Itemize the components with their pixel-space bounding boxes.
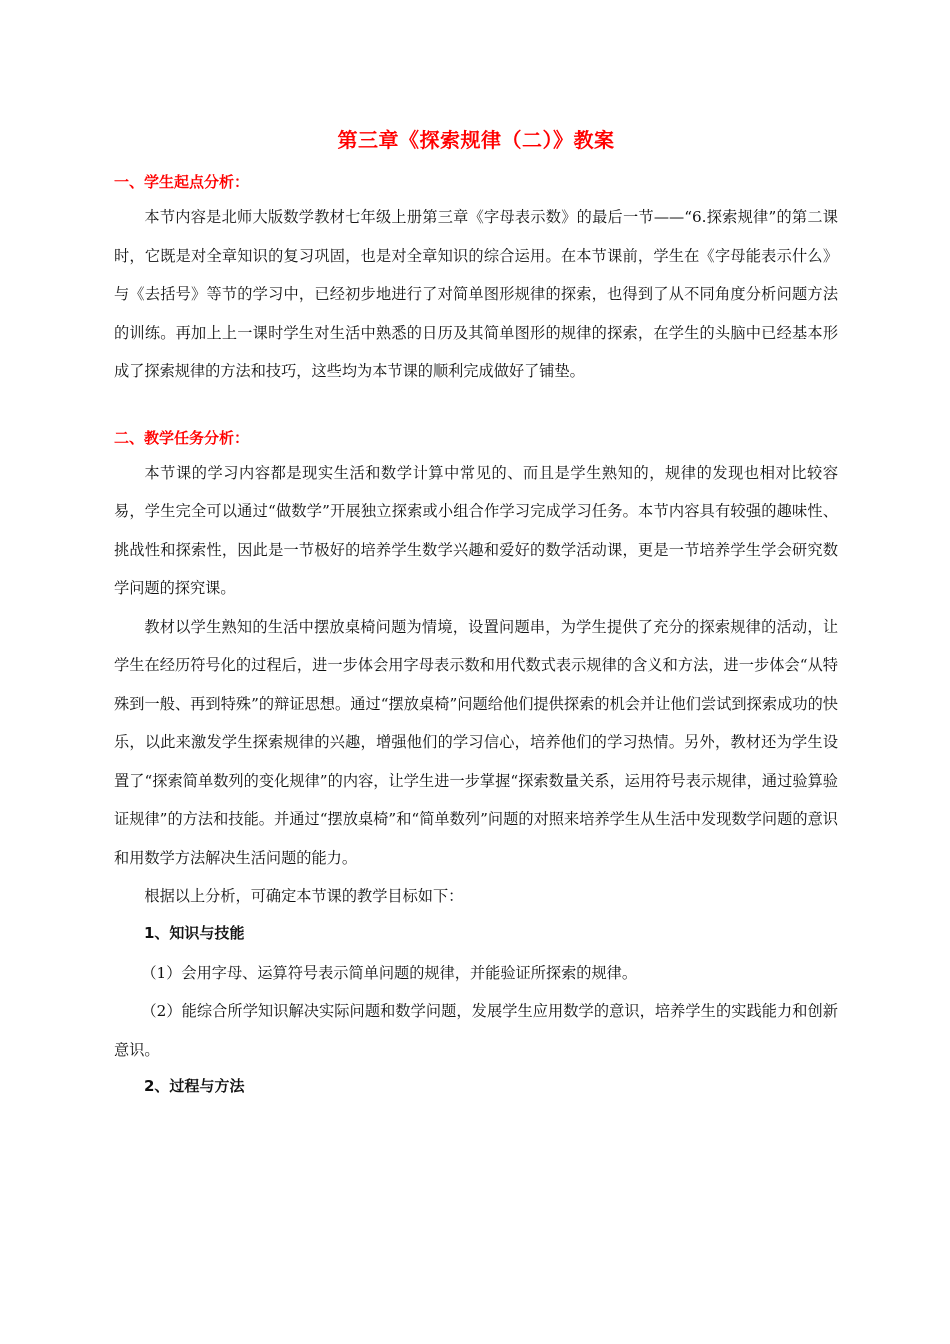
paragraph-task-analysis-1: 本节课的学习内容都是现实生活和数学计算中常见的、而且是学生熟知的，规律的发现也相对比较容易，学生完全可以通过“做数学”开展独立探索或小组合作学习完成学习任务。本节内容具有较强的趣味性、挑战性和探索性，因此是一节极好的培养学生数学兴趣和爱好的数学活动课，更是一节培养学生学会研究数学问题的探究课。 <box>114 463 838 597</box>
goal-item-1: （1）会用字母、运算符号表示简单问题的规律，并能验证所探索的规律。 <box>141 963 638 982</box>
subheading-process-method: 2、过程与方法 <box>144 1077 245 1095</box>
paragraph-task-analysis-3: 根据以上分析，可确定本节课的教学目标如下： <box>144 887 464 905</box>
section-heading-student-analysis: 一、学生起点分析： <box>114 173 250 191</box>
section-spacer <box>114 391 838 427</box>
document-title: 第三章《探索规律（二）》教案 <box>337 128 615 152</box>
paragraph-task-analysis-2: 教材以学生熟知的生活中摆放桌椅问题为情境，设置问题串，为学生提供了充分的探索规律的活动，让学生在经历符号化的过程后，进一步体会用字母表示数和用代数式表示规律的含义和方法，进一步体会“从特殊到一般、再到特殊”的辩证思想。通过“摆放桌椅”问题给他们提供探索的机会并让他们尝试到探索成功的快乐，以此来激发学生探索规律的兴趣，增强他们的学习信心，培养他们的学习热情。另外，教材还为学生设置了“探索简单数列的变化规律”的内容，让学生进一步掌握“探索数量关系，运用符号表示规律，通过验算验证规律”的方法和技能。并通过“摆放桌椅”和“简单数列”问题的对照来培养学生从生活中发现数学问题的意识和用数学方法解决生活问题的能力。 <box>114 617 838 867</box>
section-heading-task-analysis: 二、教学任务分析： <box>114 428 250 447</box>
subheading-knowledge-skills: 1、知识与技能 <box>144 923 245 942</box>
paragraph-student-analysis: 本节内容是北师大版数学教材七年级上册第三章《字母表示数》的最后一节——“6.探索规律”的第二课时，它既是对全章知识的复习巩固，也是对全章知识的综合运用。在本节课前，学生在《字母能表示什么》与《去括号》等节的学习中，已经初步地进行了对简单图形规律的探索，也得到了从不同角度分析问题方法的训练。再加上上一课时学生对生活中熟悉的日历及其简单图形的规律的探索，在学生的头脑中已经基本形成了探索规律的方法和技巧，这些均为本节课的顺利完成做好了铺垫。 <box>114 208 838 380</box>
goal-item-2: （2）能综合所学知识解决实际问题和数学问题，发展学生应用数学的意识，培养学生的实践能力和创新意识。 <box>114 1002 838 1059</box>
document-page <box>114 116 838 1107</box>
